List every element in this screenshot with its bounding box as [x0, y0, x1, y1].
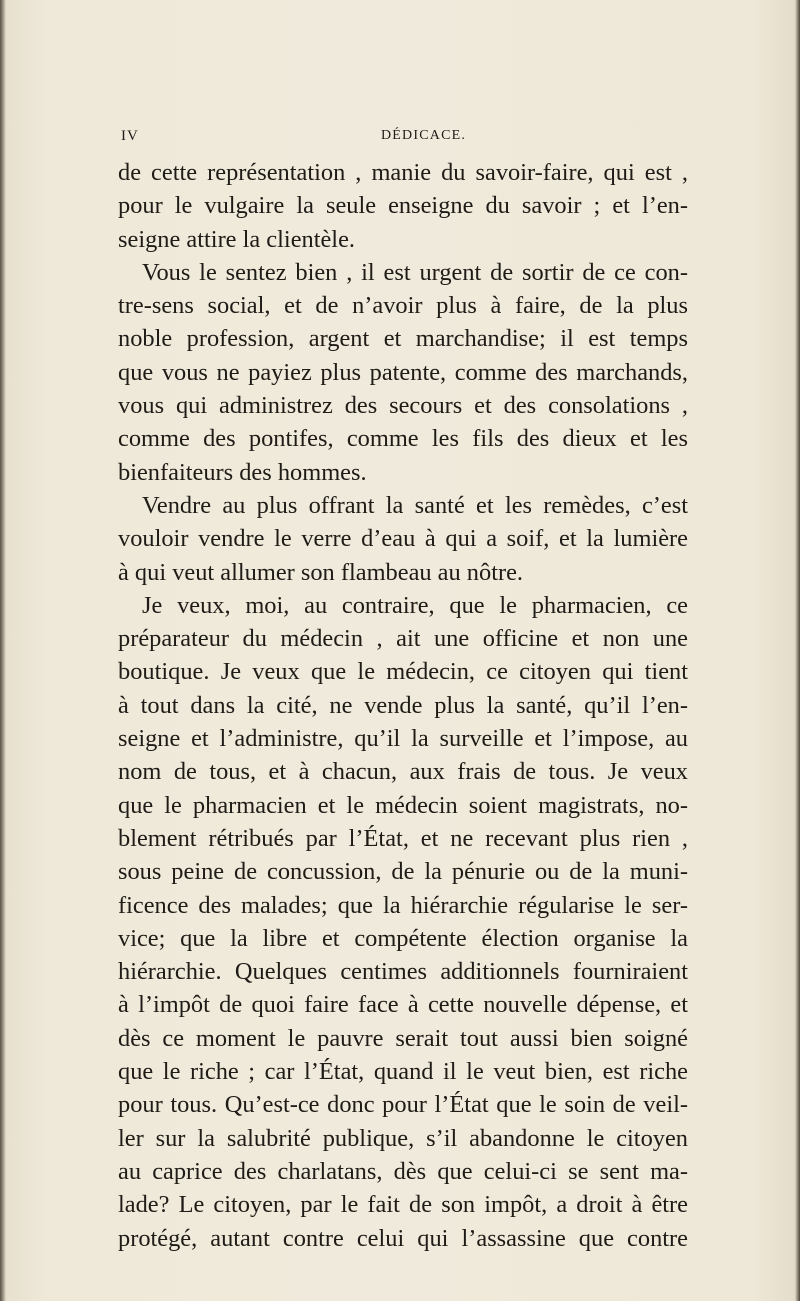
running-head: DÉDICACE.	[381, 128, 467, 143]
text-line: préparateur du médecin , ait une officine et non une	[118, 625, 688, 653]
text-line: vice; que la libre et compétente élection organise la	[118, 924, 688, 952]
text-line: ficence des malades; que la hiérarchie régularise le ser-	[118, 891, 688, 919]
text-line: à l’impôt de quoi faire face à cette nouvelle dépense, et	[118, 991, 688, 1019]
text-line: que vous ne payiez plus patente, comme des marchands,	[118, 358, 688, 386]
text-line: dès ce moment le pauvre serait tout aussi bien soigné	[118, 1024, 688, 1052]
text-line: seigne et l’administre, qu’il la surveille et l’impose, au	[118, 725, 688, 753]
text-line: boutique. Je veux que le médecin, ce citoyen qui tient	[118, 658, 688, 686]
text-line: nom de tous, et à chacun, aux frais de tous. Je veux	[118, 758, 688, 786]
text-line: bienfaiteurs des hommes.	[118, 458, 367, 486]
text-line: à qui veut allumer son flambeau au nôtre.	[118, 558, 524, 586]
text-line: vous qui administrez des secours et des consolations ,	[118, 392, 688, 420]
text-line: blement rétribués par l’État, et ne recevant plus rien ,	[118, 824, 688, 852]
text-line: seigne attire la clientèle.	[118, 225, 356, 253]
text-line: que le riche ; car l’État, quand il le veut bien, est riche	[118, 1058, 688, 1086]
text-line: pour tous. Qu’est-ce donc pour l’État que le soin de veil-	[118, 1091, 688, 1119]
text-line: lade? Le citoyen, par le fait de son impôt, a droit à être	[118, 1191, 688, 1219]
text-line: au caprice des charlatans, dès que celui-ci se sent ma-	[118, 1157, 688, 1185]
text-line: tre-sens social, et de n’avoir plus à faire, de la plus	[118, 292, 688, 320]
page-left-edge-shadow	[0, 0, 6, 1301]
text-line: comme des pontifes, comme les fils des dieux et les	[118, 425, 688, 453]
text-line: Vendre au plus offrant la santé et les remèdes, c’est	[142, 491, 688, 519]
page-header	[121, 128, 681, 152]
text-line: ler sur la salubrité publique, s’il abandonne le citoyen	[118, 1124, 688, 1152]
text-line: hiérarchie. Quelques centimes additionnels fourniraient	[118, 958, 688, 986]
text-line: Vous le sentez bien , il est urgent de sortir de ce con-	[142, 258, 688, 286]
text-line: vouloir vendre le verre d’eau à qui a soif, et la lumière	[118, 525, 688, 553]
text-line: que le pharmacien et le médecin soient magistrats, no-	[118, 791, 688, 819]
text-line: de cette représentation , manie du savoir-faire, qui est ,	[118, 159, 688, 186]
text-line: protégé, autant contre celui qui l’assassine que contre	[118, 1224, 688, 1252]
text-line: pour le vulgaire la seule enseigne du savoir ; et l’en-	[118, 192, 688, 220]
text-line: à tout dans la cité, ne vende plus la santé, qu’il l’en-	[118, 691, 688, 719]
text-line: sous peine de concussion, de la pénurie ou de la muni-	[118, 858, 688, 886]
page-right-edge-shadow	[795, 0, 800, 1301]
page-number: IV	[121, 128, 139, 144]
body-text	[118, 156, 688, 1255]
text-line: Je veux, moi, au contraire, que le pharmacien, ce	[142, 591, 688, 619]
text-line: noble profession, argent et marchandise; il est temps	[118, 325, 688, 353]
